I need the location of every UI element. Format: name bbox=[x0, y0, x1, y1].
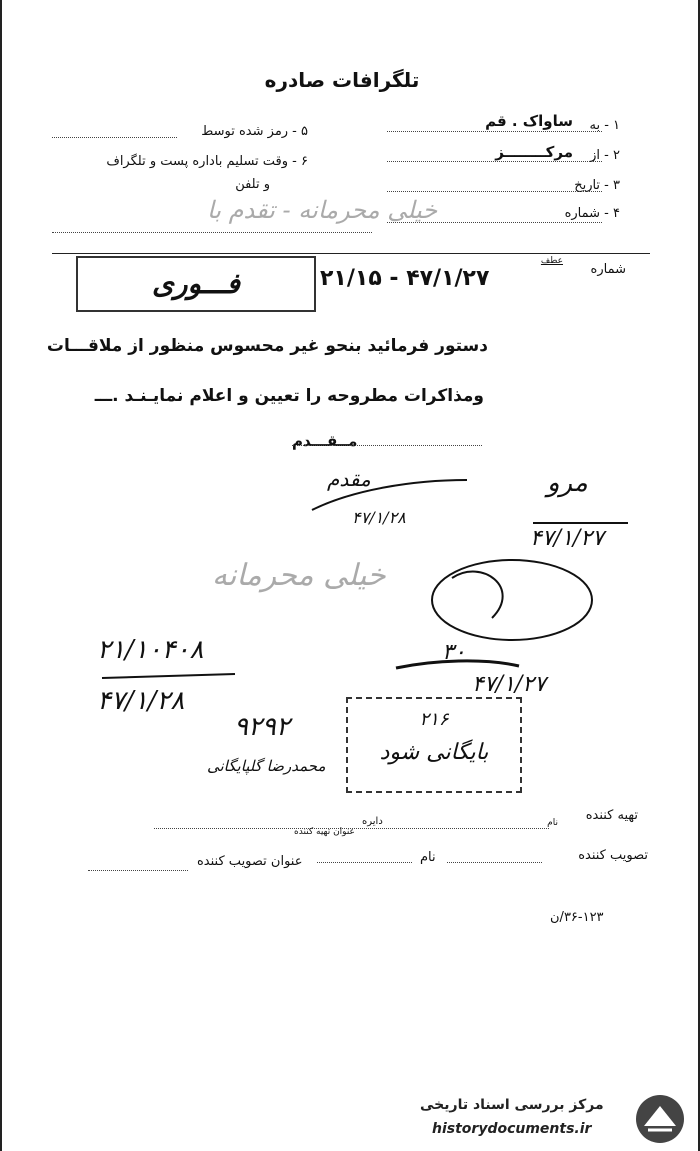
archive-stamp-box bbox=[346, 697, 522, 793]
page-title: تلگرافات صادره bbox=[264, 68, 420, 92]
watermark-site: historydocuments.ir bbox=[432, 1121, 592, 1137]
to-value: ساواک . قم bbox=[485, 112, 573, 130]
phone-line bbox=[52, 232, 372, 233]
right-signature: مرو bbox=[547, 468, 588, 498]
archive-number: ۹۲۹۲ bbox=[234, 712, 290, 742]
prepared-by-label: تهیه کننده bbox=[585, 808, 638, 823]
atf-label: عطف bbox=[540, 256, 563, 266]
date-line bbox=[387, 191, 602, 192]
from-label: ۲ - از bbox=[590, 148, 620, 163]
left-number-2: ۲۱/۱۰۴۰۸ bbox=[97, 635, 204, 665]
moghadam-text: مــقـــدم bbox=[292, 432, 358, 450]
reference-number: ۴۷/۱/۲۷ - ۲۱/۱۵ bbox=[320, 266, 490, 291]
date-label: ۳ - تاریخ bbox=[574, 178, 620, 193]
approved-title-label: عنوان تصویب کننده bbox=[197, 854, 303, 869]
phone-label: و تلفن bbox=[235, 177, 270, 192]
faded-stamp: خیلی محرمانه bbox=[212, 558, 386, 593]
prepared-dept-label: دایره bbox=[362, 816, 383, 827]
number-label: ۴ - شماره bbox=[564, 206, 620, 221]
watermark-org: مرکز بررسی اسناد تاریخی bbox=[420, 1097, 604, 1113]
body-line-2: ومذاکرات مطروحه را تعیین و اعلام نمایـنـد .ـــ bbox=[94, 386, 484, 406]
separator-line bbox=[52, 253, 650, 254]
prepared-title-label: عنوان تهیه کننده bbox=[294, 827, 355, 837]
handwritten-note: خیلی محرمانه - تقدم با bbox=[207, 196, 438, 224]
left-number-underline bbox=[100, 672, 240, 686]
from-value: مرکــــــــز bbox=[495, 143, 573, 161]
moghadam-line bbox=[292, 445, 482, 446]
urgent-stamp-box bbox=[76, 256, 316, 312]
delivery-label: ۶ - وقت تسلیم باداره پست و تلگراف bbox=[106, 154, 308, 169]
to-line bbox=[387, 131, 602, 132]
mid-date: ۴۷/۱/۲۷ bbox=[472, 672, 546, 697]
approved-name-label: نام bbox=[420, 850, 436, 865]
cipher-label: ۵ - رمز شده توسط bbox=[201, 124, 308, 139]
prepared-name-label: نام bbox=[547, 818, 558, 828]
archive-name: محمدرضا گلپایگانی bbox=[207, 757, 326, 775]
approved-name-line bbox=[447, 862, 542, 863]
urgent-stamp: فـــوری bbox=[152, 267, 240, 300]
hand-signature: مقدم bbox=[327, 467, 371, 491]
shomare-label: شماره bbox=[590, 262, 626, 277]
cipher-line bbox=[52, 137, 177, 138]
from-line bbox=[387, 161, 602, 162]
archive-box-text: بایگانی شود bbox=[379, 740, 489, 765]
mid-code: ۳۰ bbox=[442, 640, 466, 665]
approved-title-line bbox=[88, 870, 188, 871]
oval-scribble bbox=[412, 548, 602, 653]
hand-date: ۴۷/۱/۲۸ bbox=[352, 508, 406, 527]
watermark-logo-icon bbox=[630, 1092, 690, 1146]
to-label: ۱ - به bbox=[589, 118, 620, 133]
archive-box-code: ۲۱۶ bbox=[419, 709, 449, 730]
left-number-1: ۴۷/۱/۲۸ bbox=[97, 686, 185, 716]
form-code: ۳۶-۱۲۳/ن bbox=[550, 910, 604, 925]
body-line-1: دستور فرمائید بنحو غیر محسوس منظور از ملاقـــات bbox=[46, 336, 488, 356]
right-date: ۴۷/۱/۲۷ bbox=[530, 526, 604, 551]
approved-mid-line bbox=[317, 862, 412, 863]
approved-by-label: تصویب کننده bbox=[578, 848, 648, 863]
